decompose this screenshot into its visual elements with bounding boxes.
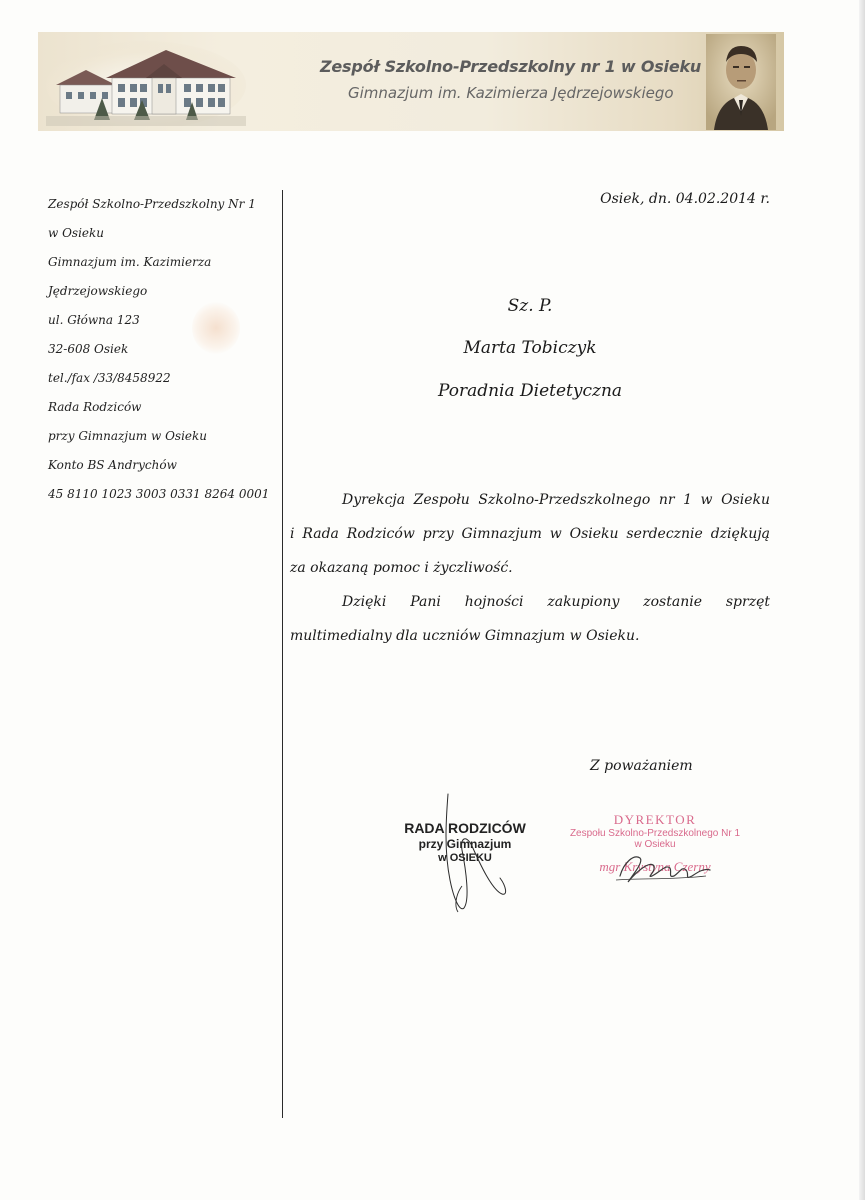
bank-account-number: 45 8110 1023 3003 0331 8264 0001 — [48, 487, 270, 501]
letter-body-line: Dzięki Pani hojności zakupiony zostanie sprzęt — [342, 594, 770, 610]
sender-line: Rada Rodziców — [48, 400, 142, 414]
sender-line: 32-608 Osiek — [48, 342, 129, 356]
stamp-location: w Osieku — [634, 839, 676, 850]
page-edge-shadow — [859, 0, 865, 1200]
paper-stain — [192, 302, 240, 354]
sender-line: przy Gimnazjum w Osieku — [48, 429, 208, 443]
recipient-organization: Poradnia Dietetyczna — [437, 381, 623, 401]
recipient-name: Marta Tobiczyk — [463, 338, 597, 358]
letterhead-title: Zespół Szkolno-Przedszkolny nr 1 w Osieku — [320, 57, 702, 76]
salutation: Sz. P. — [507, 296, 553, 316]
sender-line: Zespół Szkolno-Przedszkolny Nr 1 — [48, 197, 256, 211]
sender-line: Konto BS Andrychów — [48, 458, 177, 472]
letter-date: Osiek, dn. 04.02.2014 r. — [600, 191, 770, 207]
stamp-line: RADA RODZICÓW — [404, 820, 526, 836]
letter-body-line: Dyrekcja Zespołu Szkolno-Przedszkolnego nr 1 w Osieku — [342, 492, 770, 508]
sender-line: ul. Główna 123 — [48, 313, 140, 327]
stamp-institution: Zespołu Szkolno-Przedszkolnego Nr 1 — [569, 828, 741, 839]
letterhead-subtitle: Gimnazjum im. Kazimierza Jędrzejowskiego — [348, 84, 674, 102]
sender-address-block — [48, 190, 276, 509]
letter-body-line: za okazaną pomoc i życzliwość. — [290, 560, 513, 576]
closing-phrase: Z poważaniem — [590, 758, 693, 774]
sender-line: w Osieku — [48, 226, 105, 240]
sender-line: Jędrzejowskiego — [48, 284, 148, 298]
stamp-line: w OSIEKU — [438, 852, 492, 864]
handwritten-signature-right — [610, 842, 720, 892]
stamp-line: przy Gimnazjum — [418, 837, 512, 851]
letter-body-line: i Rada Rodziców przy Gimnazjum w Osieku serdecznie dziękują — [290, 526, 770, 542]
stamp-director-title: DYREKTOR — [613, 812, 697, 827]
letter-body-line: multimedialny dla uczniów Gimnazjum w Osieku. — [290, 628, 640, 644]
sender-line: Gimnazjum im. Kazimierza — [48, 255, 212, 269]
patron-portrait-image — [706, 34, 776, 130]
stamp-director-name: mgr Krystyna Czerny — [599, 859, 711, 874]
sender-line: tel./fax /33/8458922 — [48, 371, 171, 385]
vertical-divider — [282, 190, 283, 1118]
letterhead-banner — [38, 32, 784, 131]
handwritten-signature-left — [436, 790, 516, 915]
school-building-image — [46, 40, 246, 126]
